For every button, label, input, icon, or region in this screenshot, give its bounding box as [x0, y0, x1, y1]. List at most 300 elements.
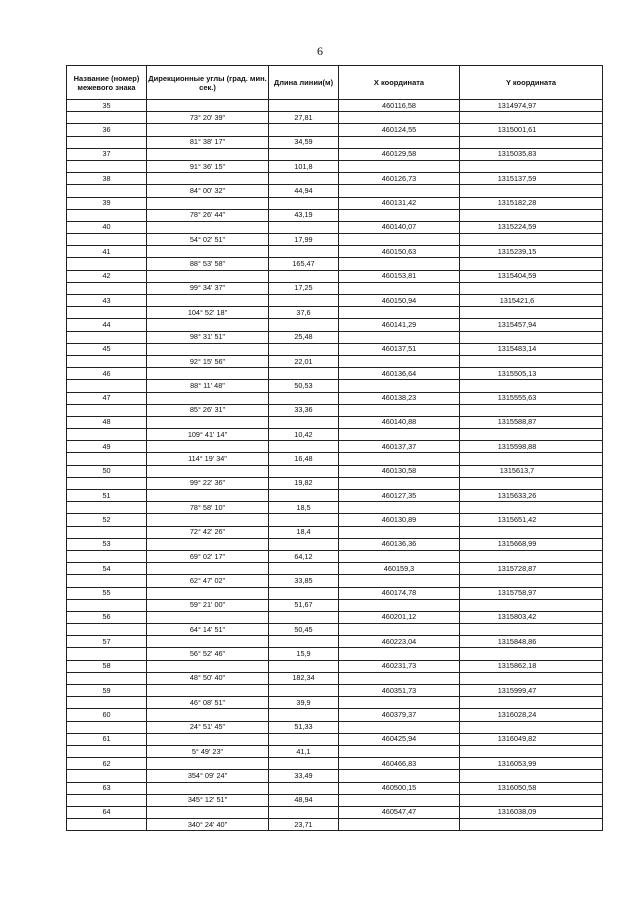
header-y-coordinate: Y координата: [460, 66, 603, 100]
empty-cell: [269, 758, 339, 770]
empty-cell: [460, 307, 603, 319]
empty-cell: [460, 380, 603, 392]
line-length: 51,67: [269, 599, 339, 611]
line-length: 34,59: [269, 136, 339, 148]
empty-cell: [67, 160, 147, 172]
empty-cell: [67, 234, 147, 246]
empty-cell: [269, 221, 339, 233]
empty-cell: [339, 624, 460, 636]
marker-number: 38: [67, 173, 147, 185]
empty-cell: [339, 185, 460, 197]
table-header-row: [67, 66, 603, 100]
line-length: 39,9: [269, 697, 339, 709]
empty-cell: [460, 624, 603, 636]
empty-cell: [460, 136, 603, 148]
empty-cell: [67, 648, 147, 660]
y-coordinate: 1315483,14: [460, 343, 603, 355]
header-x-coordinate: X координата: [339, 66, 460, 100]
empty-cell: [67, 794, 147, 806]
table-body: [67, 100, 603, 831]
point-row: [67, 173, 603, 185]
segment-row: [67, 624, 603, 636]
y-coordinate: 1315555,63: [460, 392, 603, 404]
empty-cell: [460, 819, 603, 831]
point-row: [67, 709, 603, 721]
empty-cell: [460, 794, 603, 806]
empty-cell: [67, 136, 147, 148]
segment-row: [67, 307, 603, 319]
empty-cell: [67, 770, 147, 782]
line-length: 48,94: [269, 794, 339, 806]
line-length: 51,33: [269, 721, 339, 733]
segment-row: [67, 770, 603, 782]
empty-cell: [67, 672, 147, 684]
page-number: 6: [317, 44, 323, 58]
marker-number: 55: [67, 587, 147, 599]
marker-number: 64: [67, 806, 147, 818]
empty-cell: [339, 380, 460, 392]
x-coordinate: 460223,04: [339, 636, 460, 648]
segment-row: [67, 331, 603, 343]
segment-row: [67, 429, 603, 441]
empty-cell: [339, 721, 460, 733]
empty-cell: [269, 563, 339, 575]
empty-cell: [147, 319, 269, 331]
empty-cell: [67, 575, 147, 587]
line-length: 22,01: [269, 355, 339, 367]
direction-angle: 84° 00' 32": [147, 185, 269, 197]
empty-cell: [67, 307, 147, 319]
line-length: 10,42: [269, 429, 339, 441]
marker-number: 46: [67, 368, 147, 380]
x-coordinate: 460140,07: [339, 221, 460, 233]
x-coordinate: 460127,35: [339, 490, 460, 502]
x-coordinate: 460466,83: [339, 758, 460, 770]
empty-cell: [269, 660, 339, 672]
x-coordinate: 460547,47: [339, 806, 460, 818]
empty-cell: [339, 599, 460, 611]
x-coordinate: 460116,58: [339, 100, 460, 112]
empty-cell: [460, 234, 603, 246]
direction-angle: 56° 52' 46": [147, 648, 269, 660]
empty-cell: [269, 270, 339, 282]
empty-cell: [67, 453, 147, 465]
point-row: [67, 465, 603, 477]
point-row: [67, 416, 603, 428]
direction-angle: 98° 31' 51": [147, 331, 269, 343]
segment-row: [67, 550, 603, 562]
point-row: [67, 514, 603, 526]
empty-cell: [339, 136, 460, 148]
empty-cell: [269, 465, 339, 477]
line-length: 19,82: [269, 477, 339, 489]
marker-number: 40: [67, 221, 147, 233]
x-coordinate: 460201,12: [339, 611, 460, 623]
empty-cell: [67, 819, 147, 831]
empty-cell: [269, 587, 339, 599]
marker-number: 53: [67, 538, 147, 550]
empty-cell: [147, 343, 269, 355]
y-coordinate: 1315457,94: [460, 319, 603, 331]
empty-cell: [147, 782, 269, 794]
marker-number: 59: [67, 685, 147, 697]
marker-number: 57: [67, 636, 147, 648]
empty-cell: [339, 550, 460, 562]
segment-row: [67, 282, 603, 294]
empty-cell: [269, 197, 339, 209]
empty-cell: [147, 538, 269, 550]
line-length: 182,34: [269, 672, 339, 684]
empty-cell: [460, 770, 603, 782]
empty-cell: [269, 806, 339, 818]
empty-cell: [460, 526, 603, 538]
marker-number: 36: [67, 124, 147, 136]
x-coordinate: 460150,63: [339, 246, 460, 258]
marker-number: 39: [67, 197, 147, 209]
empty-cell: [67, 429, 147, 441]
point-row: [67, 660, 603, 672]
empty-cell: [147, 660, 269, 672]
y-coordinate: 1316053,99: [460, 758, 603, 770]
point-row: [67, 295, 603, 307]
line-length: 37,6: [269, 307, 339, 319]
empty-cell: [460, 575, 603, 587]
direction-angle: 78° 26' 44": [147, 209, 269, 221]
empty-cell: [460, 721, 603, 733]
line-length: 41,1: [269, 745, 339, 757]
empty-cell: [460, 404, 603, 416]
empty-cell: [269, 148, 339, 160]
empty-cell: [460, 112, 603, 124]
empty-cell: [147, 587, 269, 599]
empty-cell: [67, 380, 147, 392]
marker-number: 51: [67, 490, 147, 502]
segment-row: [67, 355, 603, 367]
empty-cell: [269, 416, 339, 428]
y-coordinate: 1315728,87: [460, 563, 603, 575]
direction-angle: 73° 20' 39": [147, 112, 269, 124]
line-length: 101,8: [269, 160, 339, 172]
empty-cell: [147, 685, 269, 697]
direction-angle: 92° 15' 56": [147, 355, 269, 367]
y-coordinate: 1316028,24: [460, 709, 603, 721]
empty-cell: [147, 246, 269, 258]
marker-number: 52: [67, 514, 147, 526]
x-coordinate: 460379,37: [339, 709, 460, 721]
point-row: [67, 563, 603, 575]
empty-cell: [460, 745, 603, 757]
header-direction-angles: Дирекционные углы (град. мин. сек.): [147, 66, 269, 100]
empty-cell: [67, 697, 147, 709]
line-length: 18,4: [269, 526, 339, 538]
empty-cell: [147, 514, 269, 526]
marker-number: 60: [67, 709, 147, 721]
direction-angle: 81° 38' 17": [147, 136, 269, 148]
empty-cell: [460, 185, 603, 197]
empty-cell: [147, 636, 269, 648]
empty-cell: [269, 319, 339, 331]
empty-cell: [147, 148, 269, 160]
segment-row: [67, 404, 603, 416]
direction-angle: 99° 22' 36": [147, 477, 269, 489]
marker-number: 49: [67, 441, 147, 453]
empty-cell: [67, 112, 147, 124]
empty-cell: [269, 538, 339, 550]
marker-number: 41: [67, 246, 147, 258]
x-coordinate: 460140,88: [339, 416, 460, 428]
direction-angle: 340° 24' 40": [147, 819, 269, 831]
x-coordinate: 460130,89: [339, 514, 460, 526]
empty-cell: [269, 295, 339, 307]
marker-number: 58: [67, 660, 147, 672]
empty-cell: [460, 672, 603, 684]
segment-row: [67, 526, 603, 538]
segment-row: [67, 112, 603, 124]
empty-cell: [147, 733, 269, 745]
empty-cell: [269, 685, 339, 697]
y-coordinate: 1315613,7: [460, 465, 603, 477]
y-coordinate: 1315239,15: [460, 246, 603, 258]
segment-row: [67, 380, 603, 392]
y-coordinate: 1315505,13: [460, 368, 603, 380]
x-coordinate: 460124,55: [339, 124, 460, 136]
marker-number: 47: [67, 392, 147, 404]
line-length: 27,81: [269, 112, 339, 124]
x-coordinate: 460153,81: [339, 270, 460, 282]
empty-cell: [67, 624, 147, 636]
x-coordinate: 460136,64: [339, 368, 460, 380]
segment-row: [67, 575, 603, 587]
marker-number: 35: [67, 100, 147, 112]
empty-cell: [147, 270, 269, 282]
line-length: 44,94: [269, 185, 339, 197]
point-row: [67, 124, 603, 136]
empty-cell: [339, 477, 460, 489]
x-coordinate: 460130,58: [339, 465, 460, 477]
direction-angle: 64° 14' 51": [147, 624, 269, 636]
empty-cell: [460, 429, 603, 441]
y-coordinate: 1315404,59: [460, 270, 603, 282]
empty-cell: [67, 550, 147, 562]
empty-cell: [339, 794, 460, 806]
empty-cell: [67, 721, 147, 733]
empty-cell: [339, 697, 460, 709]
direction-angle: 48° 50' 40": [147, 672, 269, 684]
marker-number: 63: [67, 782, 147, 794]
empty-cell: [147, 392, 269, 404]
marker-number: 43: [67, 295, 147, 307]
point-row: [67, 221, 603, 233]
segment-row: [67, 794, 603, 806]
y-coordinate: 1315421,6: [460, 295, 603, 307]
y-coordinate: 1315137,59: [460, 173, 603, 185]
direction-angle: 69° 02' 17": [147, 550, 269, 562]
point-row: [67, 685, 603, 697]
direction-angle: 88° 53' 58": [147, 258, 269, 270]
y-coordinate: 1315803,42: [460, 611, 603, 623]
direction-angle: 99° 34' 37": [147, 282, 269, 294]
empty-cell: [339, 258, 460, 270]
empty-cell: [147, 100, 269, 112]
direction-angle: 78° 58' 10": [147, 502, 269, 514]
empty-cell: [147, 465, 269, 477]
point-row: [67, 197, 603, 209]
empty-cell: [67, 355, 147, 367]
empty-cell: [460, 502, 603, 514]
segment-row: [67, 672, 603, 684]
x-coordinate: 460174,78: [339, 587, 460, 599]
segment-row: [67, 453, 603, 465]
y-coordinate: 1315758,97: [460, 587, 603, 599]
empty-cell: [147, 563, 269, 575]
empty-cell: [147, 221, 269, 233]
empty-cell: [269, 343, 339, 355]
empty-cell: [339, 526, 460, 538]
empty-cell: [67, 745, 147, 757]
empty-cell: [460, 355, 603, 367]
empty-cell: [67, 526, 147, 538]
x-coordinate: 460231,73: [339, 660, 460, 672]
direction-angle: 54° 02' 51": [147, 234, 269, 246]
y-coordinate: 1315668,99: [460, 538, 603, 550]
empty-cell: [147, 124, 269, 136]
empty-cell: [460, 209, 603, 221]
empty-cell: [147, 295, 269, 307]
empty-cell: [339, 770, 460, 782]
point-row: [67, 100, 603, 112]
empty-cell: [339, 453, 460, 465]
point-row: [67, 538, 603, 550]
empty-cell: [269, 392, 339, 404]
marker-number: 62: [67, 758, 147, 770]
y-coordinate: 1316038,09: [460, 806, 603, 818]
y-coordinate: 1315862,18: [460, 660, 603, 672]
marker-number: 48: [67, 416, 147, 428]
empty-cell: [67, 258, 147, 270]
y-coordinate: 1315633,26: [460, 490, 603, 502]
empty-cell: [339, 234, 460, 246]
line-length: 17,99: [269, 234, 339, 246]
marker-number: 50: [67, 465, 147, 477]
empty-cell: [460, 550, 603, 562]
y-coordinate: 1315999,47: [460, 685, 603, 697]
point-row: [67, 441, 603, 453]
x-coordinate: 460138,23: [339, 392, 460, 404]
boundary-coordinates-table: [66, 65, 603, 831]
x-coordinate: 460137,51: [339, 343, 460, 355]
line-length: 18,5: [269, 502, 339, 514]
point-row: [67, 148, 603, 160]
header-marker-name: Название (номер) межевого знака: [67, 66, 147, 100]
empty-cell: [147, 416, 269, 428]
line-length: 15,9: [269, 648, 339, 660]
segment-row: [67, 136, 603, 148]
empty-cell: [460, 160, 603, 172]
marker-number: 44: [67, 319, 147, 331]
point-row: [67, 246, 603, 258]
x-coordinate: 460129,58: [339, 148, 460, 160]
empty-cell: [147, 441, 269, 453]
empty-cell: [67, 185, 147, 197]
point-row: [67, 490, 603, 502]
line-length: 16,48: [269, 453, 339, 465]
empty-cell: [67, 404, 147, 416]
y-coordinate: 1315035,83: [460, 148, 603, 160]
point-row: [67, 806, 603, 818]
segment-row: [67, 234, 603, 246]
empty-cell: [67, 599, 147, 611]
x-coordinate: 460136,36: [339, 538, 460, 550]
direction-angle: 109° 41' 14": [147, 429, 269, 441]
x-coordinate: 460131,42: [339, 197, 460, 209]
segment-row: [67, 258, 603, 270]
empty-cell: [269, 100, 339, 112]
empty-cell: [269, 173, 339, 185]
y-coordinate: 1315001,61: [460, 124, 603, 136]
line-length: 25,48: [269, 331, 339, 343]
line-length: 33,85: [269, 575, 339, 587]
empty-cell: [67, 209, 147, 221]
empty-cell: [269, 611, 339, 623]
empty-cell: [339, 429, 460, 441]
y-coordinate: 1315598,88: [460, 441, 603, 453]
direction-angle: 59° 21' 00": [147, 599, 269, 611]
point-row: [67, 782, 603, 794]
line-length: 165,47: [269, 258, 339, 270]
x-coordinate: 460425,94: [339, 733, 460, 745]
empty-cell: [339, 648, 460, 660]
line-length: 23,71: [269, 819, 339, 831]
y-coordinate: 1315182,28: [460, 197, 603, 209]
empty-cell: [269, 709, 339, 721]
empty-cell: [339, 575, 460, 587]
point-row: [67, 611, 603, 623]
segment-row: [67, 502, 603, 514]
direction-angle: 5° 49' 23": [147, 745, 269, 757]
empty-cell: [269, 124, 339, 136]
empty-cell: [339, 209, 460, 221]
segment-row: [67, 721, 603, 733]
empty-cell: [339, 112, 460, 124]
x-coordinate: 460351,73: [339, 685, 460, 697]
direction-angle: 104° 52' 18": [147, 307, 269, 319]
empty-cell: [269, 514, 339, 526]
empty-cell: [269, 368, 339, 380]
line-length: 50,53: [269, 380, 339, 392]
line-length: 33,49: [269, 770, 339, 782]
y-coordinate: 1316050,58: [460, 782, 603, 794]
empty-cell: [67, 477, 147, 489]
empty-cell: [460, 477, 603, 489]
marker-number: 61: [67, 733, 147, 745]
empty-cell: [339, 331, 460, 343]
empty-cell: [147, 368, 269, 380]
empty-cell: [339, 404, 460, 416]
point-row: [67, 636, 603, 648]
empty-cell: [147, 490, 269, 502]
header-line-length: Длина линии(м): [269, 66, 339, 100]
y-coordinate: 1315848,86: [460, 636, 603, 648]
empty-cell: [339, 160, 460, 172]
empty-cell: [460, 331, 603, 343]
empty-cell: [339, 502, 460, 514]
x-coordinate: 460150,94: [339, 295, 460, 307]
point-row: [67, 758, 603, 770]
y-coordinate: 1314974,97: [460, 100, 603, 112]
segment-row: [67, 697, 603, 709]
line-length: 64,12: [269, 550, 339, 562]
direction-angle: 62° 47' 02": [147, 575, 269, 587]
